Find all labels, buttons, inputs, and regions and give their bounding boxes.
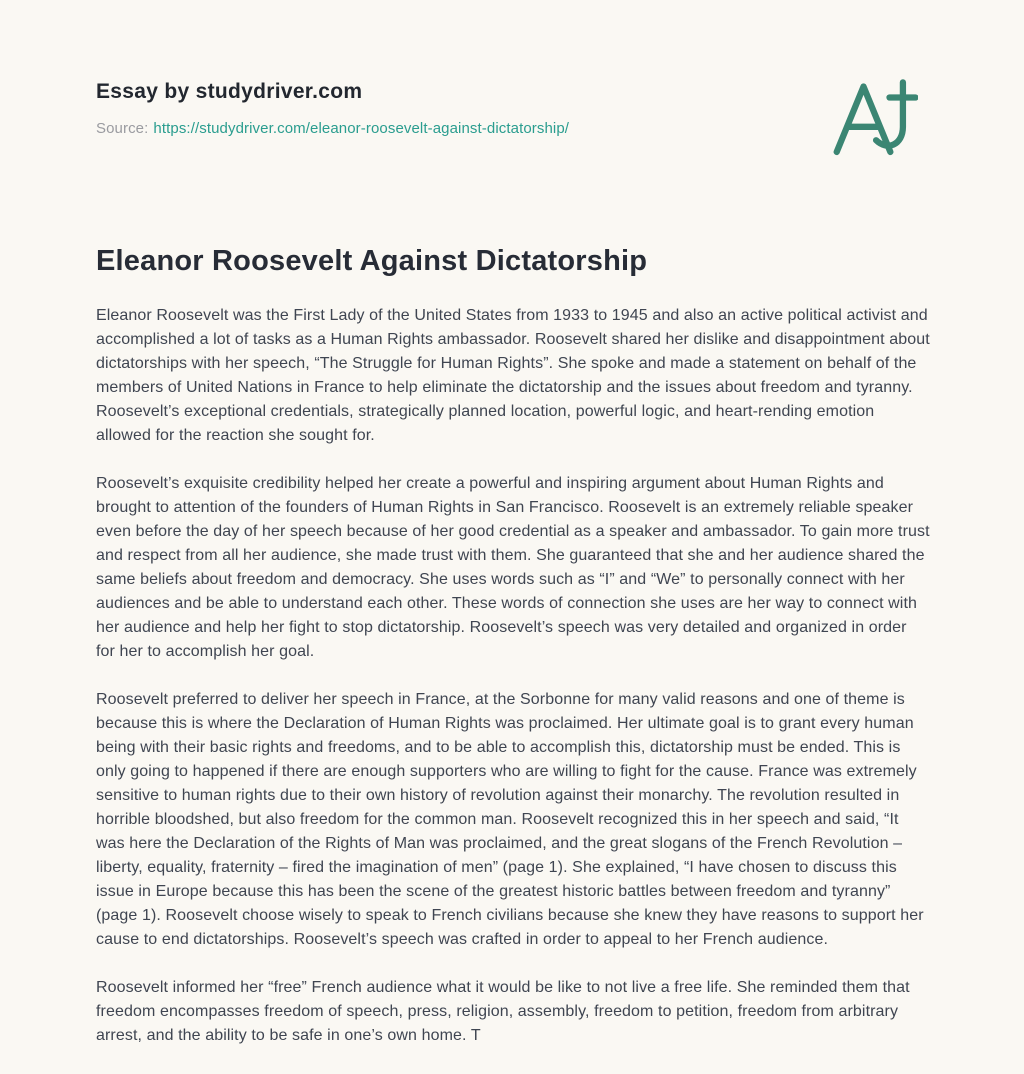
- source-label: Source:: [96, 120, 149, 137]
- essay-body: [96, 304, 930, 1048]
- essay-paragraph-4: Roosevelt informed her “free” French audience what it would be like to not live a free life. She reminded them that freedom encompasses freedom of speech, press, religion, assembly, freedom to petition, freedom from arbitrary arrest, and the ability to be safe in one’s own home. T: [96, 979, 910, 1044]
- studydriver-logo-icon: [830, 72, 918, 164]
- essay-paragraph-3: Roosevelt preferred to deliver her speech in France, at the Sorbonne for many valid reasons and one of theme is because this is where the Declaration of Human Rights was proclaimed. Her ultimate goal is to grant every human being with their basic rights and freedoms, and to be able to accomplish this, dictatorship must be ended. This is only going to happened if there are enough supporters who are willing to fight for the cause. France was extremely sensitive to human rights due to their own history of revolution against their monarchy. The revolution resulted in horrible bloodshed, but also freedom for the common man. Roosevelt recognized this in her speech and said, “It was here the Declaration of the Rights of Man was proclaimed, and the great slogans of the French Revolution – liberty, equality, fraternity – fired the imagination of men” (page 1). She explained, “I have chosen to discuss this issue in Europe because this has been the scene of the greatest historic battles between freedom and tyranny” (page 1). Roosevelt choose wisely to speak to French civilians because she knew they have reasons to support her cause to end dictatorships. Roosevelt’s speech was crafted in order to appeal to her French audience.: [96, 691, 924, 948]
- essay-title: Eleanor Roosevelt Against Dictatorship: [96, 245, 648, 277]
- source-row: [96, 120, 928, 137]
- source-link[interactable]: https://studydriver.com/eleanor-roosevelt-against-dictatorship/: [153, 120, 570, 137]
- essay-paragraph-2: Roosevelt’s exquisite credibility helped her create a powerful and inspiring argument about Human Rights and brought to attention of the founders of Human Rights in San Francisco. Roosevelt is an extremely reliable speaker even before the day of her speech because of her good credential as a speaker and ambassador. To gain more trust and respect from all her audience, she made trust with them. She guaranteed that she and her audience shared the same beliefs about freedom and democracy. She uses words such as “I” and “We” to personally connect with her audiences and be able to understand each other. These words of connection she uses are her way to connect with her audience and help her fight to stop dictatorship. Roosevelt’s speech was very detailed and organized in order for her to accomplish her goal.: [96, 475, 930, 660]
- byline: Essay by studydriver.com: [96, 80, 363, 103]
- essay-paragraph-1: Eleanor Roosevelt was the First Lady of the United States from 1933 to 1945 and also an active political activist and accomplished a lot of tasks as a Human Rights ambassador. Roosevelt shared her dislike and disappointment about dictatorships with her speech, “The Struggle for Human Rights”. She spoke and made a statement on behalf of the members of United Nations in France to help eliminate the dictatorship and the issues about freedom and tyranny. Roosevelt’s exceptional credentials, strategically planned location, powerful logic, and heart-rending emotion allowed for the reaction she sought for.: [96, 307, 930, 444]
